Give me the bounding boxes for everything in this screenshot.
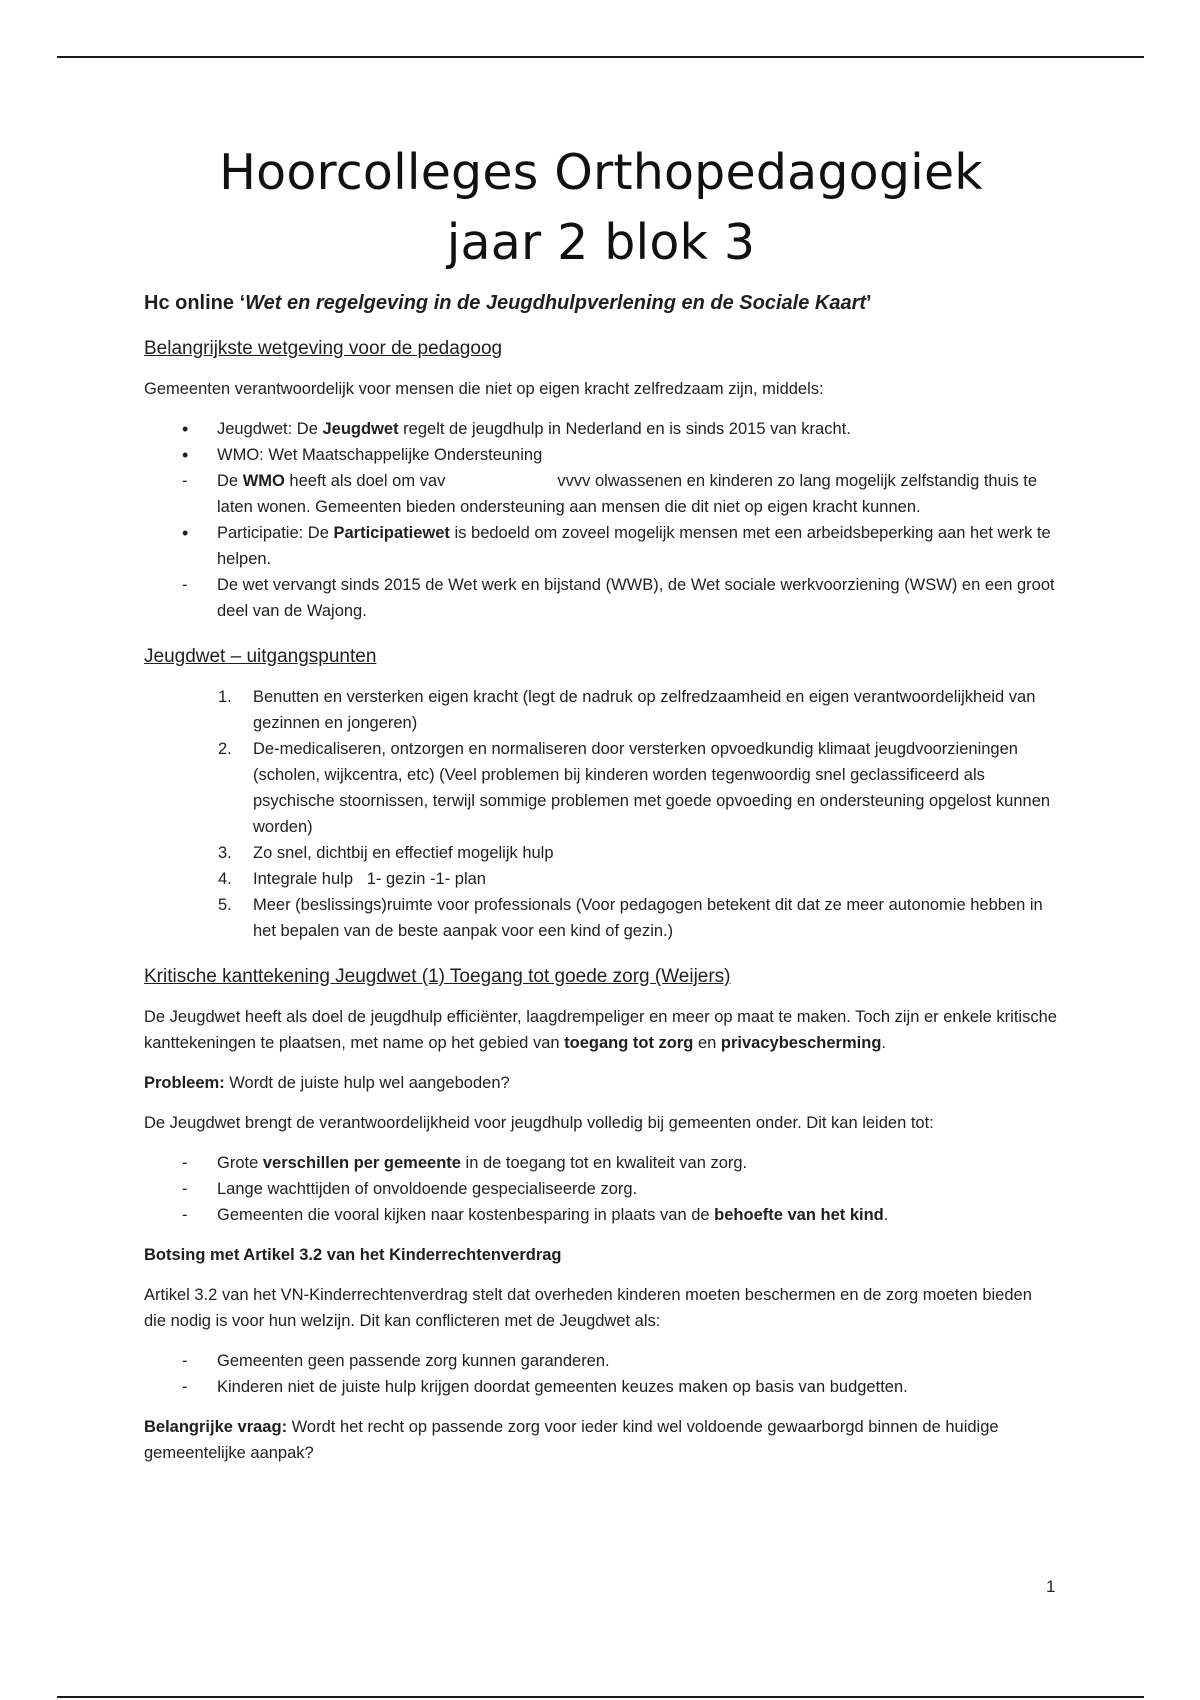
bold-text: privacybescherming	[720, 1034, 882, 1052]
bold-text: Probleem:	[144, 1074, 225, 1092]
text: Participatie: De	[217, 524, 334, 542]
list-item	[144, 1348, 1058, 1374]
bold-text: Jeugdwet	[322, 420, 399, 438]
section3-paragraph-2: De Jeugdwet brengt de verantwoordelijkheid voor jeugdhulp volledig bij gemeenten onder. Dit kan leiden tot:	[144, 1114, 934, 1132]
text: WMO: Wet Maatschappelijke Ondersteuning	[217, 446, 543, 464]
page-number: 1	[1046, 1577, 1056, 1596]
bullet-icon	[182, 442, 202, 469]
kinderrechten-heading: Botsing met Artikel 3.2 van het Kinderrechtenverdrag	[144, 1246, 562, 1264]
bold-text: verschillen per gemeente	[262, 1154, 461, 1172]
dash-icon	[182, 468, 202, 494]
list-item-jeugdwet	[144, 416, 1058, 442]
text: De wet vervangt sinds 2015 de Wet werk en bijstand (WWB), de Wet sociale werkvoorziening (WSW) en een groot deel van de Wajong.	[217, 576, 1055, 620]
title-line-1: Hoorcolleges Orthopedagogiek	[219, 144, 983, 201]
bold-text: Belangrijke vraag:	[144, 1418, 288, 1436]
text: in de toegang tot en kwaliteit van zorg.	[460, 1154, 748, 1172]
text: is bedoeld om zoveel mogelijk mensen met een arbeidsbeperking aan het werk te helpen.	[217, 524, 1051, 568]
title-line-2: jaar 2 blok 3	[446, 214, 756, 271]
list-text: Zo snel, dichtbij en effectief mogelijk hulp	[253, 844, 554, 862]
bold-text: behoefte van het kind	[714, 1206, 884, 1224]
list-item-wmo	[144, 442, 1058, 468]
list-item-participatie-detail	[144, 572, 1058, 624]
list-item-participatie	[144, 520, 1058, 572]
list-item	[144, 1150, 1058, 1176]
bullet-icon	[182, 416, 202, 443]
dash-icon	[182, 1150, 202, 1176]
document-title	[144, 138, 1058, 278]
text: Gemeenten die vooral kijken naar kostenbesparing in plaats van de	[217, 1206, 715, 1224]
bold-text: WMO	[242, 472, 285, 490]
uitgangspunten-list	[144, 684, 1058, 944]
dash-icon	[182, 1202, 202, 1228]
list-number: 3.	[218, 844, 232, 862]
list-item-wmo-detail	[144, 468, 1058, 520]
section1-intro: Gemeenten verantwoordelijk voor mensen die niet op eigen kracht zelfredzaam zijn, middels:	[144, 380, 824, 398]
dash-icon	[182, 1348, 202, 1374]
list-item	[144, 1202, 1058, 1228]
list-text: Benutten en versterken eigen kracht (legt de nadruk op zelfredzaamheid en eigen verantwoordelijkheid van gezinnen en jongeren)	[253, 688, 1036, 732]
text: Gemeenten geen passende zorg kunnen garanderen.	[217, 1352, 610, 1370]
text: Wordt het recht op passende zorg voor ieder kind wel voldoende gewaarborgd binnen de huidige gemeentelijke aanpak?	[144, 1418, 999, 1462]
subtitle-suffix: ’	[866, 292, 872, 314]
text: .	[883, 1206, 889, 1224]
list-text: Meer (beslissings)ruimte voor professionals (Voor pedagogen betekent dit dat ze meer autonomie hebben in het bepalen van de beste aanpak voor een kind of gezin.)	[253, 896, 1043, 940]
text: vvvv olwassenen en kinderen zo lang mogelijk zelfstandig thuis te laten wonen. Gemeenten bieden ondersteuning aan mensen die dit niet op eigen kracht kunnen.	[217, 472, 1038, 516]
gevolgen-list	[144, 1150, 1058, 1228]
text: Wordt de juiste hulp wel aangeboden?	[224, 1074, 510, 1092]
list-item	[144, 736, 1058, 840]
document-page	[144, 138, 1058, 1466]
list-item	[144, 684, 1058, 736]
text: en	[693, 1034, 721, 1052]
section3-paragraph-3: Artikel 3.2 van het VN-Kinderrechtenverdrag stelt dat overheden kinderen moeten beschermen en de zorg moeten bieden die nodig is voor hun welzijn. Dit kan conflicteren met de Jeugdwet als:	[144, 1286, 1032, 1330]
list-item	[144, 840, 1058, 866]
text: De Jeugdwet heeft als doel de jeugdhulp efficiënter, laagdrempeliger en meer op maat te maken. Toch zijn er enkele kritische kanttekeningen te plaatsen, met name op het gebied van	[144, 1008, 1057, 1052]
lecture-subtitle	[144, 290, 1058, 316]
list-text: Integrale hulp 1- gezin -1- plan	[253, 870, 486, 888]
top-rule	[57, 56, 1144, 58]
section3-paragraph-1	[144, 1004, 1058, 1056]
text: De	[217, 472, 243, 490]
bold-text: toegang tot zorg	[564, 1034, 694, 1052]
list-text: De-medicaliseren, ontzorgen en normaliseren door versterken opvoedkundig klimaat jeugdvoorzieningen (scholen, wijkcentra, etc) (Veel problemen bij kinderen worden tegenwoordig snel geclassificeerd als psychische stoornissen, terwijl sommige problemen met goede opvoeding en ondersteuning opgelost kunnen worden)	[253, 740, 1051, 836]
dash-icon	[182, 1176, 202, 1202]
conflict-list	[144, 1348, 1058, 1400]
list-number: 2.	[218, 740, 232, 758]
text: Jeugdwet: De	[217, 420, 323, 438]
text: Grote	[217, 1154, 263, 1172]
section-heading-wetgeving: Belangrijkste wetgeving voor de pedagoog	[144, 338, 503, 359]
section-heading-kanttekening: Kritische kanttekening Jeugdwet (1) Toegang tot goede zorg (Weijers)	[144, 966, 731, 987]
bottom-rule	[57, 1696, 1144, 1698]
text: heeft als doel om vav	[284, 472, 446, 490]
text: Lange wachttijden of onvoldoende gespecialiseerde zorg.	[217, 1180, 638, 1198]
bold-text: Participatiewet	[333, 524, 450, 542]
key-question	[144, 1414, 1058, 1466]
list-item	[144, 1374, 1058, 1400]
subtitle-italic: Wet en regelgeving in de Jeugdhulpverlening en de Sociale Kaart	[245, 292, 867, 314]
section-heading-uitgangspunten: Jeugdwet – uitgangspunten	[144, 646, 377, 667]
list-item	[144, 1176, 1058, 1202]
list-item	[144, 892, 1058, 944]
problem-statement	[144, 1070, 1058, 1096]
bullet-icon	[182, 520, 202, 547]
subtitle-prefix: Hc online ‘	[144, 292, 246, 314]
wetgeving-list	[144, 416, 1058, 624]
text: regelt de jeugdhulp in Nederland en is sinds 2015 van kracht.	[398, 420, 851, 438]
text: .	[881, 1034, 886, 1052]
list-item	[144, 866, 1058, 892]
list-number: 5.	[218, 896, 232, 914]
dash-icon	[182, 572, 202, 598]
dash-icon	[182, 1374, 202, 1400]
list-number: 4.	[218, 870, 232, 888]
text: Kinderen niet de juiste hulp krijgen doordat gemeenten keuzes maken op basis van budgetten.	[217, 1378, 908, 1396]
list-number: 1.	[218, 688, 232, 706]
